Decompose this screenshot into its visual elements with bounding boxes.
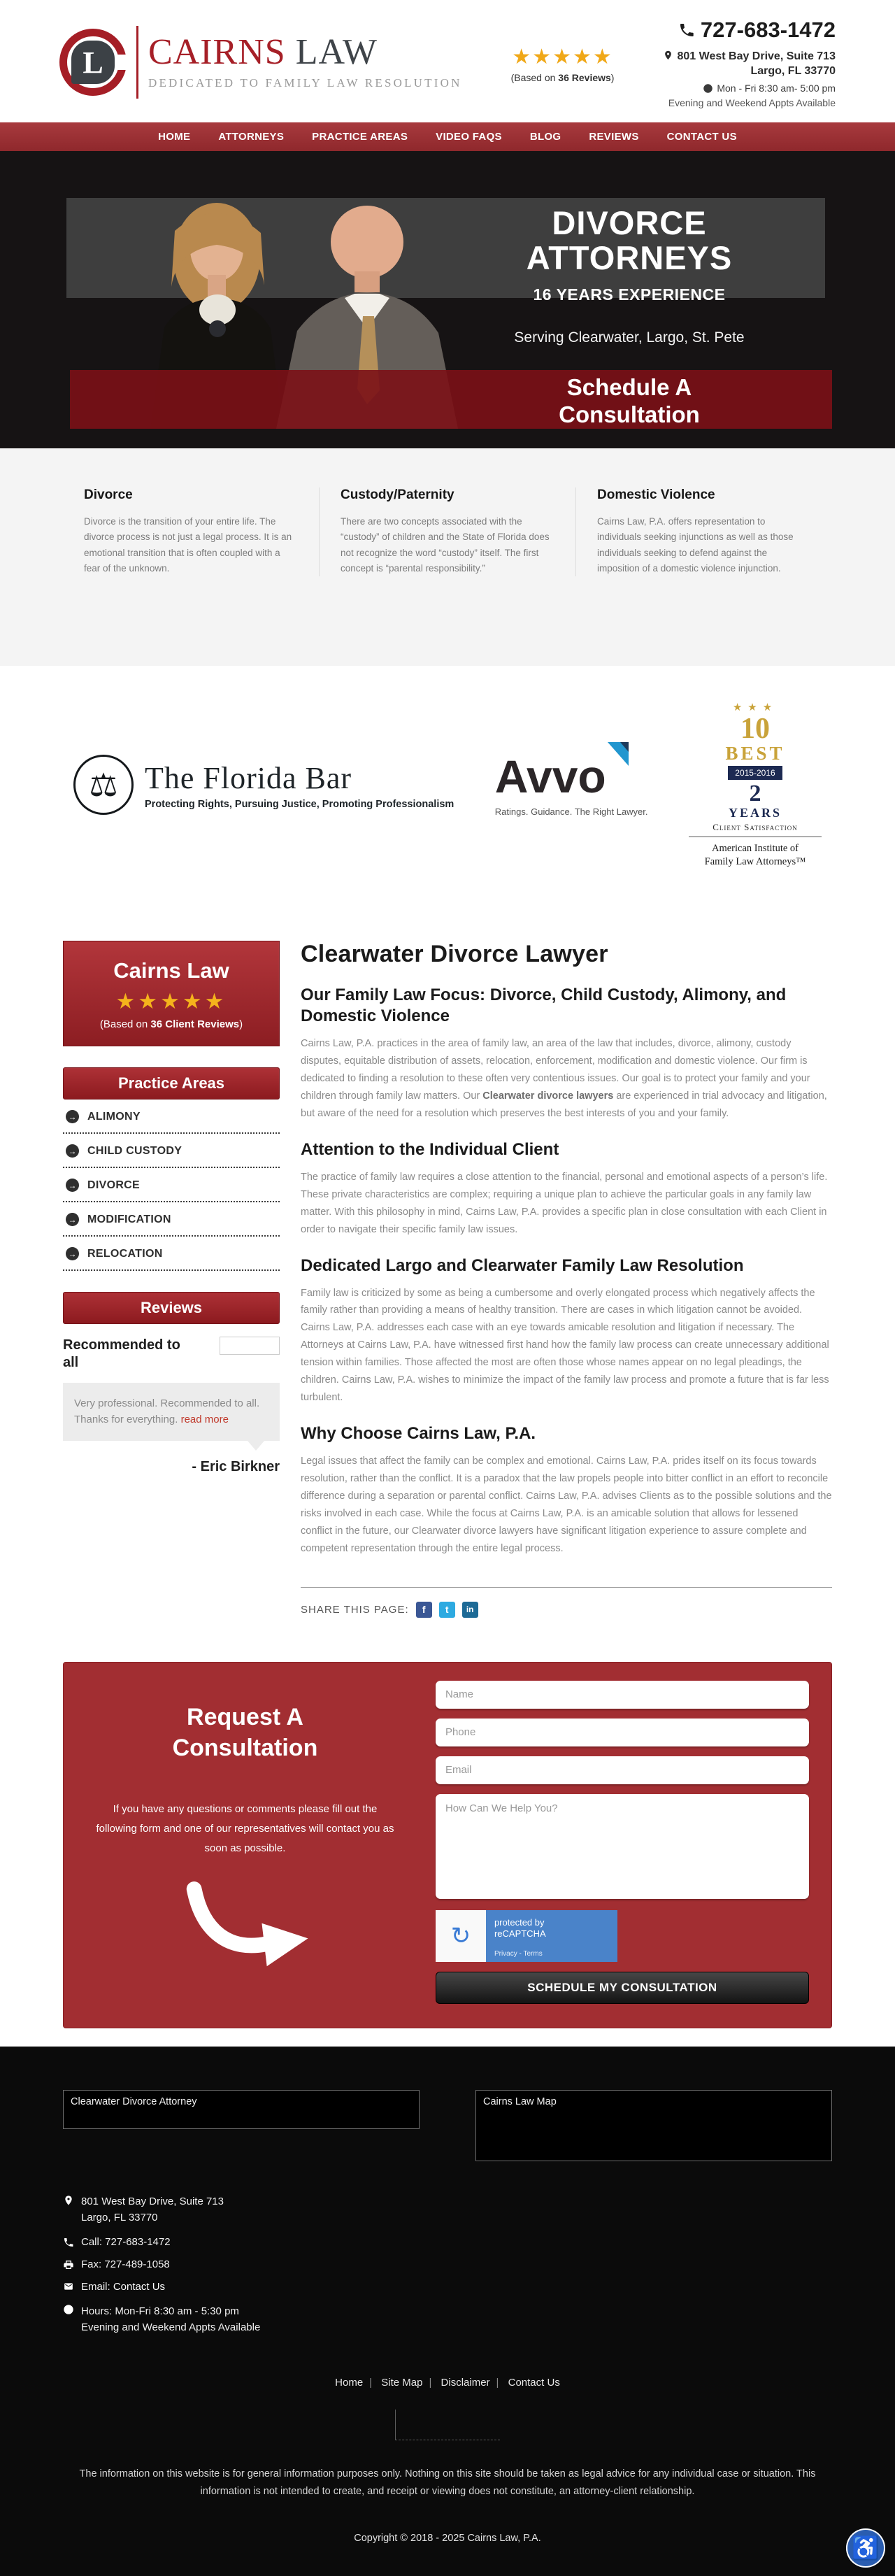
facebook-icon[interactable]: f — [416, 1602, 432, 1618]
reviews-header: Reviews — [63, 1292, 280, 1324]
nav-item-contact-us[interactable]: CONTACT US — [666, 130, 737, 143]
footer-broken-logo-placeholder — [395, 2410, 500, 2440]
article-content — [301, 941, 832, 1618]
footer-disclaimer: The information on this website is for general information purposes only. Nothing on this site should be taken as legal advice for any individual case or situation. This information is not intended to create, and receipt or viewing does not constitute, an attorney-client relationship. — [79, 2468, 816, 2498]
footer-links: Home | Site Map | Disclaimer | Contact Us — [335, 2376, 560, 2389]
section-heading-why: Why Choose Cairns Law, P.A. — [301, 1424, 536, 1444]
share-label: SHARE THIS PAGE: — [301, 1603, 409, 1616]
florida-bar-tagline: Protecting Rights, Pursuing Justice, Promoting Professionalism — [145, 798, 454, 810]
logo[interactable] — [59, 26, 462, 99]
intro-column-domestic-violence — [575, 488, 832, 576]
footer-link-site-map[interactable]: Site Map — [381, 2376, 423, 2389]
nav-item-reviews[interactable]: REVIEWS — [589, 130, 639, 143]
rating-caption: (Based on 36 Reviews) — [510, 72, 615, 84]
nav-item-video-faqs[interactable]: VIDEO FAQS — [436, 130, 502, 143]
footer-link-contact-us[interactable]: Contact Us — [508, 2376, 560, 2389]
consultation-form — [436, 1681, 809, 2004]
read-more-link[interactable]: read more — [180, 1414, 229, 1426]
schedule-consultation-banner[interactable]: Schedule A Consultation — [70, 370, 832, 429]
paragraph-focus: Cairns Law, P.A. practices in the area of family law, an area of the law that includes, divorce, alimony, custody disputes, equitable distribution of assets, relocation, enforcement, modification and domestic violence. Our firm is dedicated to finding a resolution to these often very contentious issues. Our goal is to protect your family and your children through family law matters. Our Clearwater divorce lawyers are experienced in trial advocacy and litigation, but aware of the need for a resolution which preserves the best interests of you and your family. — [301, 1038, 827, 1119]
sidebar-rating-box[interactable] — [63, 941, 280, 1046]
nav-item-attorneys[interactable]: ATTORNEYS — [218, 130, 285, 143]
paragraph-dedicated: Family law is criticized by some as being a cumbersome and overly elongated process which negatively affects the family rather than providing a means of healthy transition. There are cases in which litigation cannot be avoided. Cairns Law, P.A. addresses each case with an eye towards amicable resolution and litigation if necessary. The Attorneys at Cairns Law, P.A. have witnessed first hand how the family law process can create unnecessary additional tension within families. Those affected the most are often those whose names appear on no legal pleadings, the children. Cairns Law, P.A. wishes to minimize the impact of the family law process and promote a future that is far less turbulent. — [301, 1287, 829, 1404]
footer-hours: Hours: Mon-Fri 8:30 am - 5:30 pm Evening and Weekend Appts Available — [63, 2303, 832, 2336]
footer-video-placeholder[interactable]: Clearwater Divorce Attorney — [63, 2090, 420, 2129]
logo-monogram: L — [83, 45, 103, 80]
intro-text: There are two concepts associated with the “custody” of children and the State of Florida does not recognize the word “custody” itself. The first concept is “parental responsibility.” — [341, 516, 550, 574]
star-rating-icon: ★★★★★ — [512, 45, 613, 69]
clock-icon — [63, 2304, 74, 2315]
phone-icon — [678, 22, 695, 38]
reviewer-image-placeholder — [220, 1337, 280, 1355]
phone-icon — [63, 2237, 74, 2248]
paragraph-attention: The practice of family law requires a close attention to the financial, personal and emotional aspects of a person’s life. These private characteristics are complex; requiring a unique plan to achieve the particular goals in any family law matter. With this philosophy in mind, Cairns Law, P.A. provides a specific plan in close consultation with each Client in order to navigate their specific family law issues. — [301, 1171, 828, 1235]
intro-column-divorce — [63, 488, 319, 576]
footer-copyright: Copyright © 2018 - 2025 Cairns Law, P.A. — [354, 2533, 541, 2545]
intro-text: Cairns Law, P.A. offers representation to individuals seeking injunctions as well as those individuals seeking to defend against the imposition of a domestic violence injunction. — [597, 516, 794, 574]
consultation-section — [0, 1656, 895, 2047]
intro-title: Divorce — [84, 488, 133, 502]
consultation-intro — [86, 1681, 404, 2004]
sidebar-item-relocation[interactable]: → RELOCATION — [63, 1237, 280, 1271]
linkedin-icon[interactable]: in — [462, 1602, 478, 1618]
header-phone-link[interactable]: 727-683-1472 — [663, 15, 836, 45]
footer-call[interactable]: Call: 727-683-1472 — [63, 2236, 832, 2248]
arrow-circle-icon: → — [66, 1247, 79, 1260]
recaptcha-icon: ↻ — [436, 1910, 486, 1962]
intro-column-custody — [319, 488, 575, 576]
scales-of-justice-icon: ⚖ — [73, 755, 134, 815]
hero-text — [413, 206, 846, 346]
email-icon — [63, 2282, 74, 2291]
review-quote: Very professional. Recommended to all. Thanks for everything. read more — [63, 1383, 280, 1441]
logo-tagline: DEDICATED TO FAMILY LAW RESOLUTION — [148, 76, 462, 90]
sidebar-item-alimony[interactable]: → ALIMONY — [63, 1100, 280, 1134]
avvo-badge — [494, 750, 648, 817]
paragraph-why: Legal issues that affect the family can be complex and emotional. Cairns Law, P.A. prides itself on its focus towards resolution, rather than the conflict. It is a paradox that the law propels people into bitter conflict in an effort to reconcile difference during a separation or parental conflict. Cairns Law, P.A. advises Clients as to the possible solutions and the risks involved in each case. While the focus at Cairns Law, P.A. is an amicable solution that allows for lessened conflict in the future, our Clearwater divorce lawyers have significant litigation experience to assure complete and competent representation through the entire legal process. — [301, 1456, 832, 1554]
arrow-circle-icon: → — [66, 1179, 79, 1192]
twitter-icon[interactable]: t — [439, 1602, 455, 1618]
header-hours: Mon - Fri 8:30 am- 5:00 pm — [663, 82, 836, 95]
section-heading-dedicated: Dedicated Largo and Clearwater Family Law Resolution — [301, 1255, 744, 1275]
footer-map-placeholder[interactable]: Cairns Law Map — [475, 2090, 832, 2161]
arrow-circle-icon: → — [66, 1110, 79, 1123]
main-content-section — [0, 907, 895, 1656]
schedule-consultation-button[interactable]: SCHEDULE MY CONSULTATION — [436, 1972, 809, 2004]
accessibility-widget-button[interactable]: ♿ — [846, 2528, 885, 2568]
avvo-tagline: Ratings. Guidance. The Right Lawyer. — [494, 806, 648, 817]
consultation-box — [63, 1662, 832, 2028]
phone-input[interactable] — [436, 1718, 809, 1746]
intro-title: Domestic Violence — [597, 488, 715, 502]
nav-item-blog[interactable]: BLOG — [529, 130, 561, 143]
logo-divider — [136, 26, 138, 99]
years-ribbon: 2015-2016 — [728, 766, 782, 780]
logo-mark-icon — [59, 29, 127, 96]
email-input[interactable] — [436, 1756, 809, 1784]
fax-icon — [63, 2259, 74, 2270]
footer-contact-list — [63, 2193, 832, 2336]
header-review-rating[interactable] — [511, 47, 615, 83]
gold-stars-icon: ★★★ — [732, 702, 778, 714]
credentials-strip — [0, 666, 895, 907]
nav-item-home[interactable]: HOME — [158, 130, 191, 143]
footer-contact-us-link[interactable]: Contact Us — [113, 2281, 166, 2293]
hero-title: DIVORCE ATTORNEYS — [526, 204, 733, 276]
location-pin-icon — [63, 2194, 74, 2207]
recaptcha-badge[interactable] — [436, 1910, 617, 1962]
practice-areas-header: Practice Areas — [63, 1067, 280, 1100]
recaptcha-links[interactable]: Privacy - Terms — [494, 1949, 543, 1958]
ten-best-org: American Institute of Family Law Attorneys™ — [704, 843, 806, 868]
footer-fax: Fax: 727-489-1058 — [63, 2258, 832, 2270]
sidebar-item-child-custody[interactable]: → CHILD CUSTODY — [63, 1134, 280, 1168]
header-appts-note: Evening and Weekend Appts Available — [668, 97, 836, 108]
review-author: - Eric Birkner — [192, 1458, 280, 1474]
sidebar-brand-title: Cairns Law — [113, 958, 229, 983]
practice-intro-section — [0, 448, 895, 666]
avvo-logo: Avvo — [495, 753, 624, 799]
footer-email[interactable]: Email: Contact Us — [63, 2281, 832, 2293]
footer-link-disclaimer[interactable]: Disclaimer — [441, 2376, 490, 2389]
review-title: Recommended to all — [63, 1337, 180, 1371]
header-address: 801 West Bay Drive, Suite 713 Largo, FL 33770 — [663, 49, 836, 79]
arrow-circle-icon: → — [66, 1213, 79, 1226]
practice-areas-list — [63, 1100, 280, 1271]
florida-bar-badge — [73, 755, 454, 815]
hero-serving-text: Serving Clearwater, Largo, St. Pete — [514, 329, 745, 346]
site-footer — [0, 2047, 895, 2576]
hero-subtitle: 16 YEARS EXPERIENCE — [533, 285, 726, 304]
page-title: Clearwater Divorce Lawyer — [301, 941, 608, 968]
clock-icon — [703, 83, 713, 94]
section-heading-focus: Our Family Law Focus: Divorce, Child Custody, Alimony, and Domestic Violence — [301, 985, 787, 1026]
divider — [301, 1587, 832, 1588]
site-header — [0, 0, 895, 122]
main-nav — [0, 122, 895, 151]
share-row — [301, 1602, 832, 1618]
ten-best-badge: ★★★ 10 BEST 2015-2016 2 YEARS Client Satisfaction American Institute of Family Law Attorneys™ — [689, 701, 822, 869]
nav-item-practice-areas[interactable]: PRACTICE AREAS — [312, 130, 408, 143]
footer-address: 801 West Bay Drive, Suite 713 Largo, FL 33770 — [63, 2193, 832, 2226]
footer-link-home[interactable]: Home — [335, 2376, 364, 2389]
avvo-flag-icon — [608, 742, 629, 766]
sidebar-item-divorce[interactable]: → DIVORCE — [63, 1168, 280, 1202]
consultation-description: If you have any questions or comments please fill out the following form and one of our representatives will contact you as soon as possible. — [96, 1803, 394, 1854]
header-contact — [663, 15, 836, 110]
curved-arrow-icon — [178, 1881, 311, 1973]
intro-title: Custody/Paternity — [341, 488, 454, 502]
section-heading-attention: Attention to the Individual Client — [301, 1139, 559, 1159]
message-textarea[interactable] — [436, 1794, 809, 1899]
consultation-title: Request A Consultation — [172, 1703, 318, 1761]
sidebar-rating-caption: (Based on 36 Client Reviews) — [99, 1018, 243, 1031]
recaptcha-label: protected by reCAPTCHA — [494, 1916, 546, 1939]
hero-banner — [0, 151, 895, 448]
sidebar-item-modification[interactable]: → MODIFICATION — [63, 1202, 280, 1237]
sidebar — [63, 941, 280, 1475]
name-input[interactable] — [436, 1681, 809, 1709]
logo-name: CAIRNS LAW — [148, 32, 378, 73]
arrow-circle-icon: → — [66, 1144, 79, 1158]
location-pin-icon — [663, 49, 673, 62]
florida-bar-name: The Florida Bar — [145, 760, 352, 795]
star-rating-icon: ★★★★★ — [115, 989, 227, 1014]
intro-text: Divorce is the transition of your entire life. The divorce process is not just a legal process. It is an emotional transition that is often coupled with a fear of the unknown. — [84, 516, 292, 574]
